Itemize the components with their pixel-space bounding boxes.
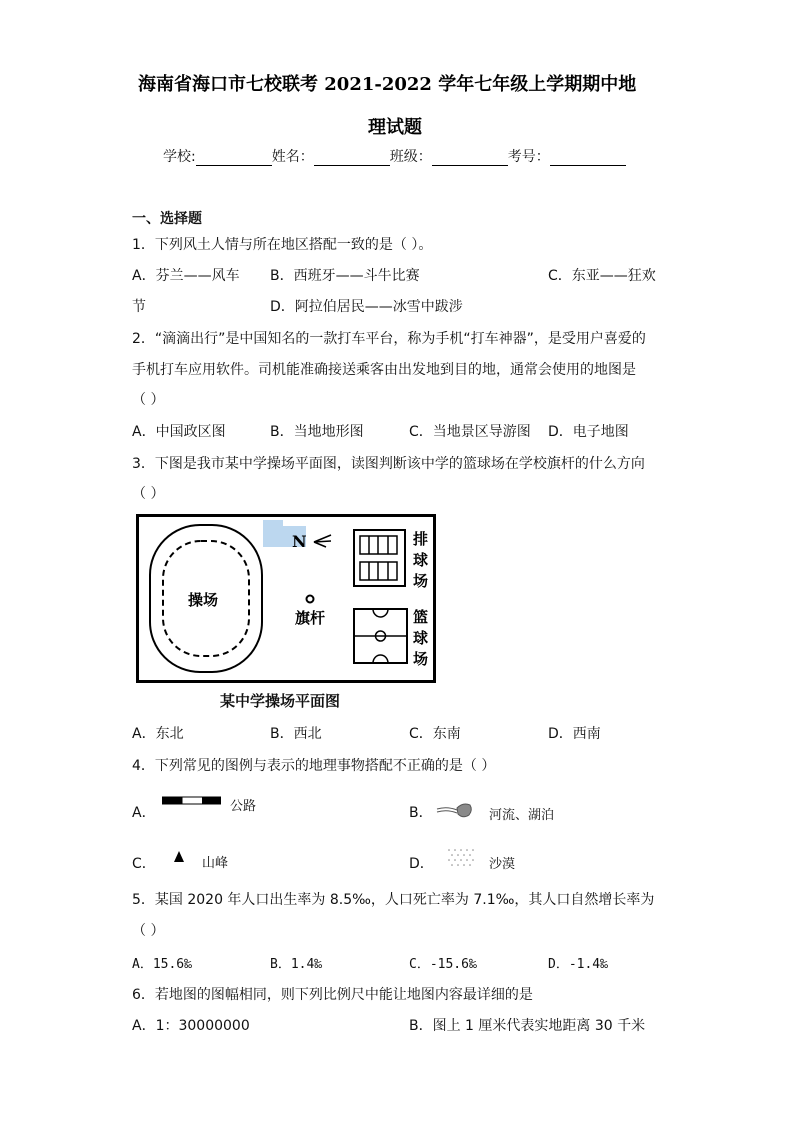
- q4-legend-c-label: 山峰: [202, 856, 229, 871]
- q3-option-b: B．西北: [270, 726, 322, 742]
- q6-option-a: A．1：30000000: [132, 1018, 250, 1034]
- q5-line1: 5．某国 2020 年人口出生率为 8.5‰，人口死亡率为 7.1‰，其人口自然增长率为: [132, 892, 655, 908]
- q2-line3: （ ）: [132, 392, 165, 408]
- river-lake-legend-icon: [435, 800, 475, 822]
- basketball-label-2: 球: [413, 629, 429, 647]
- school-blank: [196, 151, 272, 166]
- q3-line1: 3．下图是我市某中学操场平面图，读图判断该中学的篮球场在学校旗杆的什么方向: [132, 456, 645, 472]
- q5-option-a: A．15.6‰: [132, 957, 192, 972]
- q4-option-c: C．: [132, 856, 156, 872]
- volleyball-label-3: 场: [413, 572, 429, 590]
- volleyball-label-2: 球: [413, 551, 429, 569]
- name-label: 姓名：: [271, 149, 314, 165]
- id-label: 考号：: [507, 149, 550, 165]
- q2-option-a: A．中国政区图: [132, 424, 226, 440]
- q1-option-b: B．西班牙——斗牛比赛: [270, 268, 420, 284]
- info-fields: [163, 146, 626, 166]
- road-legend-icon: [162, 796, 222, 806]
- north-highlight-a: [263, 520, 283, 547]
- q1-option-c: C．东亚——狂欢: [548, 268, 656, 284]
- q5-line2: （ ）: [132, 923, 165, 939]
- q5-option-b: B．1.4‰: [270, 957, 323, 972]
- exam-title-line2: 理试题: [368, 117, 422, 138]
- q5-option-c: C．-15.6‰: [409, 957, 477, 972]
- q4-legend-b-label: 河流、湖泊: [489, 808, 555, 823]
- q4-option-a: A．: [132, 805, 156, 821]
- north-label: N: [292, 532, 307, 551]
- school-label: 学校:: [163, 149, 196, 165]
- q3-option-d: D．西南: [548, 726, 601, 742]
- q6-option-b: B．图上 1 厘米代表实地距离 30 千米: [409, 1018, 646, 1034]
- id-blank: [550, 151, 626, 166]
- q4-legend-a-label: 公路: [230, 799, 257, 814]
- q1-option-a: A．芬兰——风车: [132, 268, 240, 284]
- volleyball-label-1: 排: [413, 530, 429, 548]
- q2-option-b: B．当地地形图: [270, 424, 364, 440]
- q1-option-d: D．阿拉伯居民——冰雪中跋涉: [270, 299, 463, 315]
- q3-line2: （ ）: [132, 486, 165, 502]
- section-heading: 一、选择题: [132, 211, 202, 227]
- q1-option-c-cont: 节: [132, 299, 146, 315]
- exam-title-line1: 海南省海口市七校联考 2021-2022 学年七年级上学期期中地: [138, 74, 637, 95]
- q4-option-d: D．: [409, 856, 434, 872]
- basketball-label-3: 场: [413, 650, 429, 668]
- basketball-label-1: 篮: [413, 608, 429, 626]
- q2-line1: 2．“滴滴出行”是中国知名的一款打车平台，称为手机“打车神器”，是受用户喜爱的: [132, 331, 646, 347]
- field-label: 操场: [188, 591, 219, 609]
- q2-option-d: D．电子地图: [548, 424, 629, 440]
- q6-stem: 6．若地图的图幅相同，则下列比例尺中能让地图内容最详细的是: [132, 987, 533, 1003]
- school-field-map: [136, 514, 436, 684]
- q2-option-c: C．当地景区导游图: [409, 424, 531, 440]
- flagpole-label: 旗杆: [295, 609, 326, 627]
- q3-option-c: C．东南: [409, 726, 461, 742]
- q5-option-d: D．-1.4‰: [548, 957, 608, 972]
- class-label: 班级：: [389, 149, 432, 165]
- desert-legend-icon: [446, 847, 476, 869]
- q4-stem: 4．下列常见的图例与表示的地理事物搭配不正确的是（ ）: [132, 758, 496, 774]
- q3-option-a: A．东北: [132, 726, 184, 742]
- q2-line2: 手机打车应用软件。司机能准确接送乘客由出发地到目的地，通常会使用的地图是: [132, 362, 636, 378]
- q4-legend-d-label: 沙漠: [489, 857, 516, 872]
- q1-stem: 1．下列风土人情与所在地区搭配一致的是（ ）。: [132, 237, 433, 253]
- mountain-peak-icon: [173, 851, 185, 863]
- class-blank: [432, 151, 508, 166]
- q4-option-b: B．: [409, 805, 433, 821]
- name-blank: [314, 151, 390, 166]
- figure-caption: 某中学操场平面图: [220, 692, 341, 710]
